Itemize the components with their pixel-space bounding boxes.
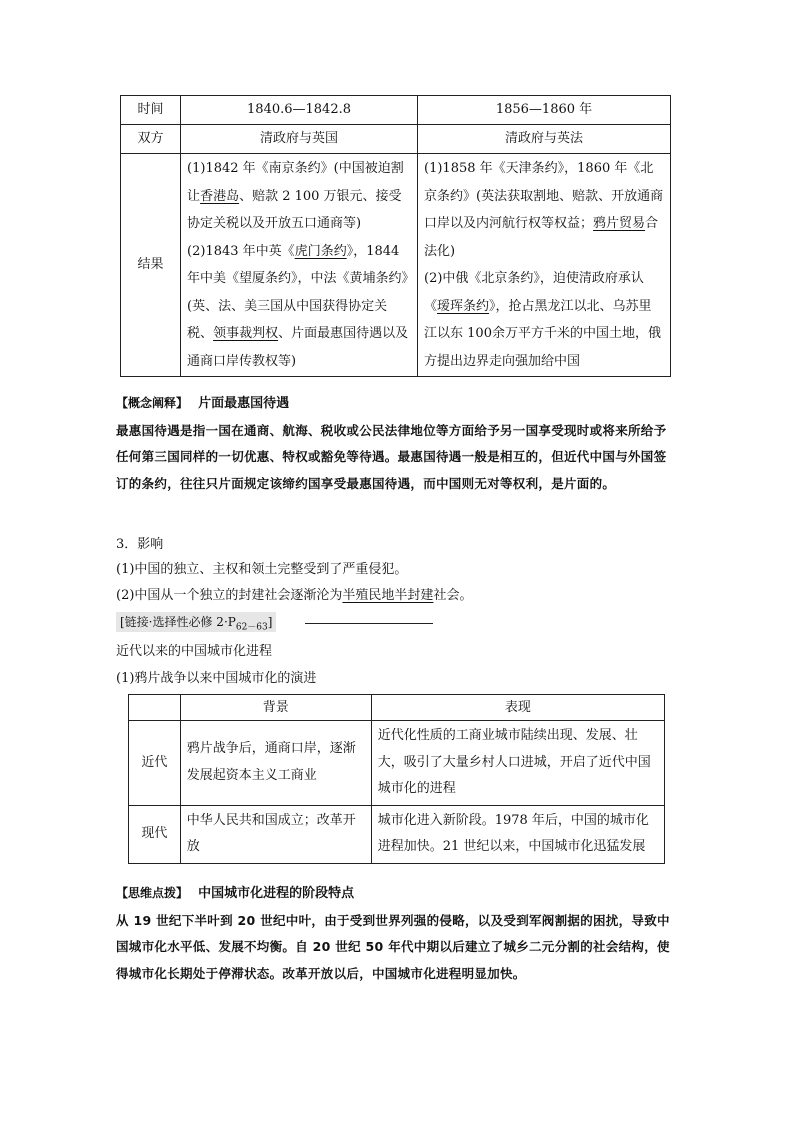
underlined-term: 领事裁判权 xyxy=(213,326,279,341)
text-run: (2)1843 年中英《 xyxy=(187,243,295,259)
underlined-term: 瑷珲条约 xyxy=(437,298,490,314)
text-run: 》，抢占黑龙江以北、乌苏里江以东 100余万平方千米的中国土地，俄方提出边界走向强加给中国 xyxy=(424,298,661,369)
thinking-title: 中国城市化进程的阶段特点 xyxy=(198,886,355,901)
table-row xyxy=(129,721,665,806)
underlined-term: 半殖民地半封建 xyxy=(342,588,434,603)
header-background: 背景 xyxy=(180,695,371,721)
result-second-p2 xyxy=(424,265,664,375)
table-row xyxy=(121,154,671,377)
influence-heading: 3．影响 xyxy=(116,537,164,552)
concept-text: 最惠国待遇是指一国在通商、航海、税收或公民法律地位等方面给予另一国享受现时或将来所给予任何第三国同样的一切优惠、特权或豁免等待遇。最惠国待遇一般是相互的，但近代中国与外国签订的条约，往往只片面规定该缔约国享受最惠国待遇，而中国则无对等权利，是片面的。 xyxy=(116,422,667,491)
underlined-term: 香港岛 xyxy=(200,188,240,204)
row-label-parties: 双方 xyxy=(121,125,181,154)
link-pages: 62－63 xyxy=(235,622,268,633)
row-label-result: 结果 xyxy=(121,154,181,377)
link-rule xyxy=(305,623,433,624)
header-empty xyxy=(129,695,181,721)
performance-contemporary: 城市化进入新阶段。1978 年后，中国的城市化进程加快。21 世纪以来，中国城市化迅猛发展 xyxy=(371,805,664,863)
time-second-war: 1856—1860 年 xyxy=(418,96,671,125)
row-label-time: 时间 xyxy=(121,96,181,125)
result-first-p1 xyxy=(187,155,411,238)
text-run: 社会。 xyxy=(433,588,473,603)
result-first-p2 xyxy=(187,238,411,376)
text-run: 、片面最惠国待遇以及通商口岸传教权等) xyxy=(187,326,409,369)
concept-block xyxy=(116,390,676,497)
result-second-p1 xyxy=(424,155,664,265)
row-label-modern: 近代 xyxy=(129,721,181,806)
urban-subtitle: (1)鸦片战争以来中国城市化的演进 xyxy=(116,671,317,686)
thinking-block xyxy=(116,880,676,987)
treaty-table xyxy=(120,95,671,377)
background-modern: 鸦片战争后，通商口岸，逐渐发展起资本主义工商业 xyxy=(180,721,371,806)
text-run: 》，1844 年中美《望厦条约》，中法《黄埔条约》(英、法、美三国从中国获得协定关税、 xyxy=(187,243,409,341)
row-label-contemporary: 现代 xyxy=(129,805,181,863)
result-first-war xyxy=(181,154,418,377)
link-text: ] xyxy=(267,615,273,629)
text-run: 、赔款 2 100 万银元、接受协定关税以及开放五口通商等) xyxy=(187,188,402,231)
concept-tag: 【概念阐释】 xyxy=(116,396,189,410)
text-run: 合法化) xyxy=(424,216,659,259)
result-second-war xyxy=(418,154,671,377)
parties-second-war: 清政府与英法 xyxy=(418,125,671,154)
underlined-term: 鸦片贸易 xyxy=(593,216,646,231)
parties-first-war: 清政府与英国 xyxy=(181,125,418,154)
table-row xyxy=(121,96,671,125)
influence-item-1: (1)中国的独立、主权和领土完整受到了严重侵犯。 xyxy=(116,562,408,577)
thinking-tag: 【思维点拨】 xyxy=(116,886,189,900)
time-first-war: 1840.6—1842.8 xyxy=(181,96,418,125)
underlined-term: 虎门条约 xyxy=(294,243,347,259)
textbook-link xyxy=(116,612,276,632)
urbanization-table xyxy=(128,694,665,864)
performance-modern: 近代化性质的工商业城市陆续出现、发展、壮大，吸引了大量乡村人口进城，开启了近代中国城市化的进程 xyxy=(371,721,664,806)
text-run: (1)1842 年《南京条约》(中国被迫割让 xyxy=(187,161,404,204)
table-row xyxy=(129,805,665,863)
urban-title: 近代以来的中国城市化进程 xyxy=(116,644,273,659)
background-contemporary: 中华人民共和国成立；改革开放 xyxy=(180,805,371,863)
table-header-row xyxy=(129,695,665,721)
thinking-heading xyxy=(116,880,676,908)
link-text: [链接·选择性必修 2·P xyxy=(120,615,236,629)
text-run: (2)中国从一个独立的封建社会逐渐沦为 xyxy=(116,588,343,603)
thinking-text: 从 19 世纪下半叶到 20 世纪中叶，由于受到世界列强的侵略，以及受到军阀割据的困扰，导致中国城市化水平低、发展不均衡。自 20 世纪 50 年代中期以后建立了城乡二元分割的社会结构，使得城市化长期处于停滞状态。改革开放以后，中国城市化进程明显加快。 xyxy=(116,912,670,981)
header-performance: 表现 xyxy=(371,695,664,721)
influence-item-2 xyxy=(116,584,472,603)
concept-heading xyxy=(116,390,676,418)
table-row xyxy=(121,125,671,154)
text-run: (1)1858 年《天津条约》，1860 年《北京条约》(英法获取割地、赔款、开放通商口岸以及内河航行权等权益； xyxy=(424,161,664,231)
text-run: (2)中俄《北京条约》，迫使清政府承认《 xyxy=(424,271,644,314)
concept-title: 片面最惠国待遇 xyxy=(198,396,290,411)
